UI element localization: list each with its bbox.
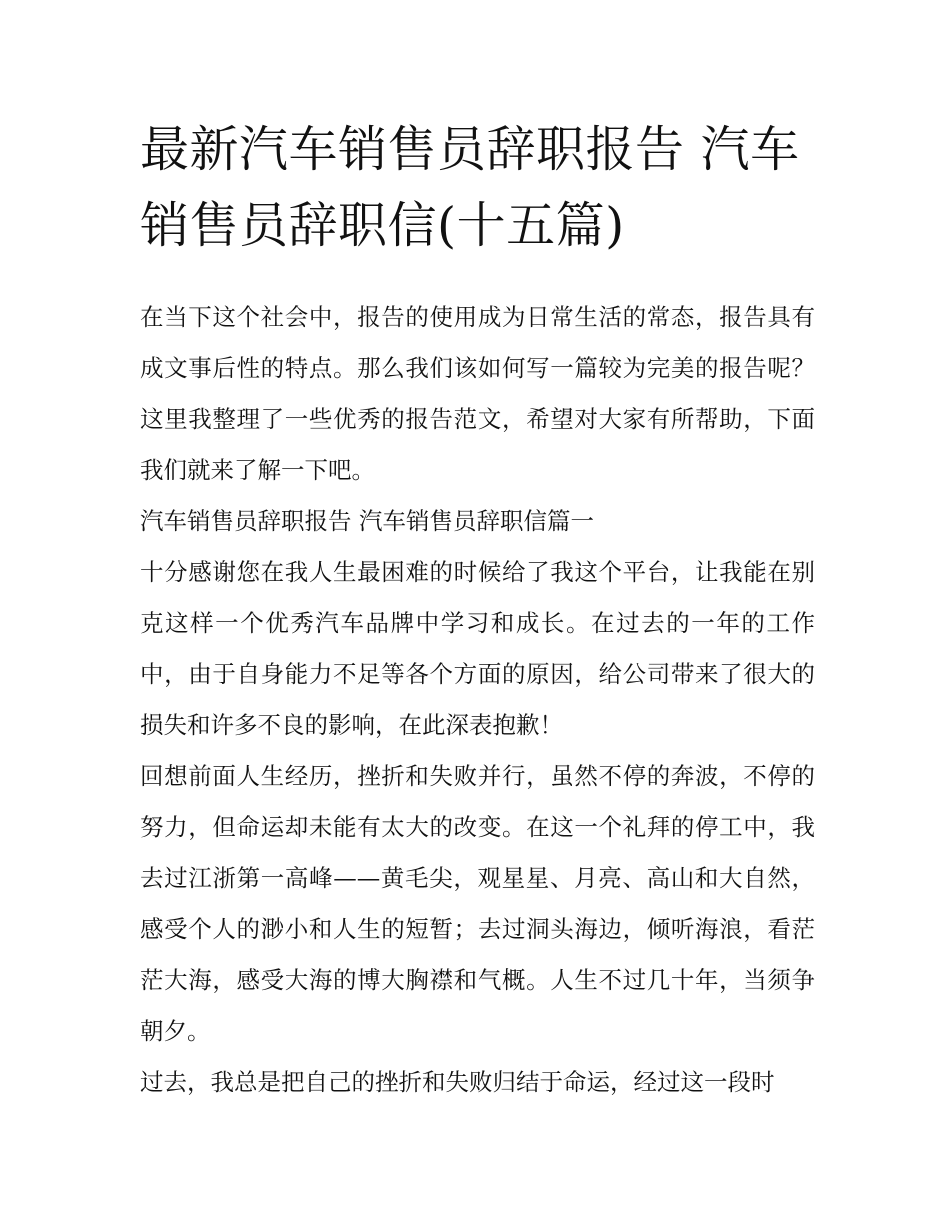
document-title: 最新汽车销售员辞职报告 汽车销售员辞职信(十五篇) bbox=[140, 121, 800, 254]
body-paragraph-2: 回想前面人生经历，挫折和失败并行，虽然不停的奔波，不停的努力，但命运却未能有太大的改变。在这一个礼拜的停工中，我去过江浙第一高峰——黄毛尖，观星星、月亮、高山和大自然，感受个人的渺小和人生的短暂；去过洞头海边，倾听海浪，看茫茫大海，感受大海的博大胸襟和气概。人生不过几十年，当须争朝夕。 bbox=[140, 762, 815, 1045]
body-paragraph-1: 十分感谢您在我人生最困难的时候给了我这个平台，让我能在别克这样一个优秀汽车品牌中学习和成长。在过去的一年的工作中，由于自身能力不足等各个方面的原因，给公司带来了很大的损失和许多不良的影响，在此深表抱歉！ bbox=[140, 558, 815, 739]
section-heading: 汽车销售员辞职报告 汽车销售员辞职信篇一 bbox=[140, 507, 594, 535]
body-paragraph-3: 过去，我总是把自己的挫折和失败归结于命运，经过这一段时 bbox=[140, 1068, 775, 1096]
document-page bbox=[140, 112, 815, 1108]
intro-paragraph: 在当下这个社会中，报告的使用成为日常生活的常态，报告具有成文事后性的特点。那么我们该如何写一篇较为完美的报告呢？这里我整理了一些优秀的报告范文，希望对大家有所帮助，下面我们就来了解一下吧。 bbox=[140, 303, 815, 484]
